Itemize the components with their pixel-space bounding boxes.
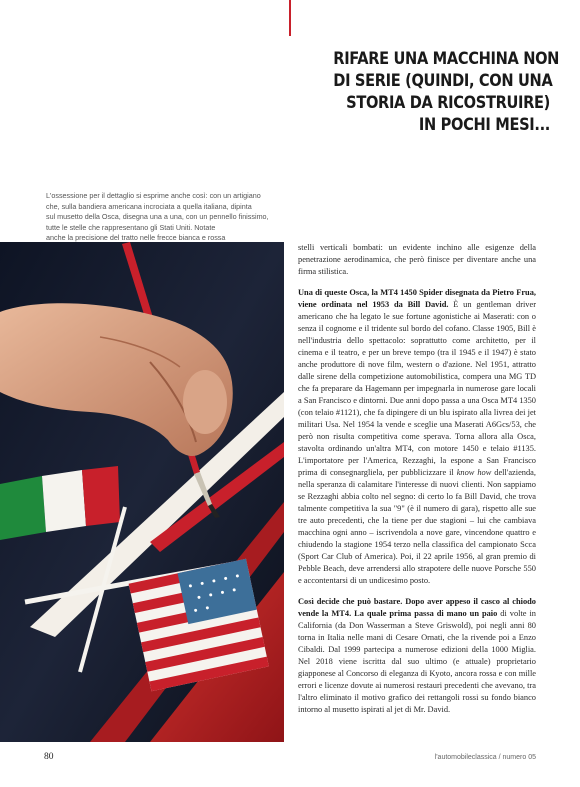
headline-line: DI SERIE (QUINDI, CON UNA: [333, 71, 553, 91]
lead-in-bold: Così decide che può bastare. Dopo aver appeso il casco al chiodo vende la MT4. La quale prima passa di mano un paio: [298, 597, 536, 618]
caption-line: sul musetto della Osca, disegna una a una, con un pennello finissimo,: [46, 212, 269, 221]
photo-caption: [46, 191, 286, 244]
italic-term: know how: [456, 468, 492, 477]
caption-line: L'ossessione per il dettaglio si esprime anche così: con un artigiano: [46, 191, 261, 200]
headline-line: IN POCHI MESI...: [418, 115, 550, 135]
paragraph: stelli verticali bombati: un evidente inchino alle esigenze della penetrazione aerodinamica, che però finisce per diventare anche una firma stilistica.: [298, 243, 536, 276]
page-number: 80: [44, 752, 54, 762]
accent-rule: [289, 0, 291, 36]
headline-line: RIFARE UNA MACCHINA NON: [333, 49, 560, 69]
flag-painting-illustration: [0, 242, 284, 742]
paragraph: Una di queste Osca, la MT4 1450 Spider disegnata da Pietro Frua, viene ordinata nel 1953 da Bill David. È un gentleman driver americano che ha legato le sue fortune agonistiche ai Maserati: con o senza il cognome e il tridente sul bordo del cofano. Classe 1905, Bill è nell'industria dello spettacolo: soprattutto come architetto, per il cinema e il teatro, e per un breve tempo (tra il 1945 e il 1947) è stato anche produttore di nove film, western o d'azione. Nel 1951, attratto dalle sirene della competizione automobilistica, compera una MG TD che fa preparare da Hagemann per impegnarla in numerose gare locali a San Francisco e dintorni. Due anni dopo passa a una Osca MT4 1350 (con telaio #1121), che fa dipingere di un blu ispirato alla livrea dei jet militari Usa. Nel 1954 la vende e sceglie una Maserati A6Gcs/53, che però non risulta competitiva come sperava. Torna allora alla Osca, stavolta ordinando un'altra MT4, con motore 1450 e telaio #1135. L'importatore per l'America, Rezzaghi, la espone a San Francisco prima di consegnargliela, per pubblicizzare il know how dell'azienda, nella speranza di calamitare l'interesse di nuovi clienti. Non sappiamo se Rezzaghi abbia colto nel segno: di certo lo fa Bill David, che trova talmente competitiva la sua "9" (è il numero di gara), rispetto alle sue tre auto precedenti, che la tiene per due stagioni – lui che cambiava macchina ogni anno – iscrivendola a nove gare, vincendone quattro e chiudendo la stagione 1954 terzo nella classifica del campionato Scca (Sport Car Club of America). Poi, il 22 aprile 1956, al gran premio di Pebble Beach, deve arrendersi allo strapotere delle nuove Porsche 550 e accontentarsi di un undicesimo posto.: [298, 288, 536, 585]
headline-line: STORIA DA RICOSTRUIRE): [346, 93, 550, 113]
headline: [333, 48, 560, 136]
caption-line: anche la precisione del tratto nelle frecce bianca e rossa: [46, 233, 226, 242]
caption-line: tutte le stelle che rappresentano gli Stati Uniti. Notate: [46, 222, 216, 232]
caption-line: che, sulla bandiera americana incrociata a quella italiana, dipinta: [46, 201, 252, 211]
paragraph: Così decide che può bastare. Dopo aver appeso il casco al chiodo vende la MT4. La quale prima passa di mano un paio di volte in California (da Don Wasserman a Steve Griswold), poi negli anni 80 torna in Italia nelle mani di Cesare Ornati, che la rivende poi a Enzo Cibaldi. Dal 1999 partecipa a numerose edizioni della 1000 Miglia. Nel 2018 viene iscritta dal suo ultimo (e attuale) proprietario giapponese al Concorso di eleganza di Kyoto, ancora rossa e con mille errori e licenze dovute ai numerosi restauri precedenti che avevano, tra l'altro eliminato il motivo grafico dei rettangoli rossi su fondo bianco intorno al musetto ispirati al jet di Mr. David.: [298, 597, 536, 714]
photo-artisan-painting-flags: [0, 242, 284, 742]
lead-in-bold: Una di queste Osca, la MT4 1450 Spider disegnata da Pietro Frua, viene ordinata nel 1953 da Bill David.: [298, 288, 536, 309]
article-body: [298, 242, 536, 725]
magazine-name: l'automobileclassica / numero 05: [434, 754, 536, 761]
